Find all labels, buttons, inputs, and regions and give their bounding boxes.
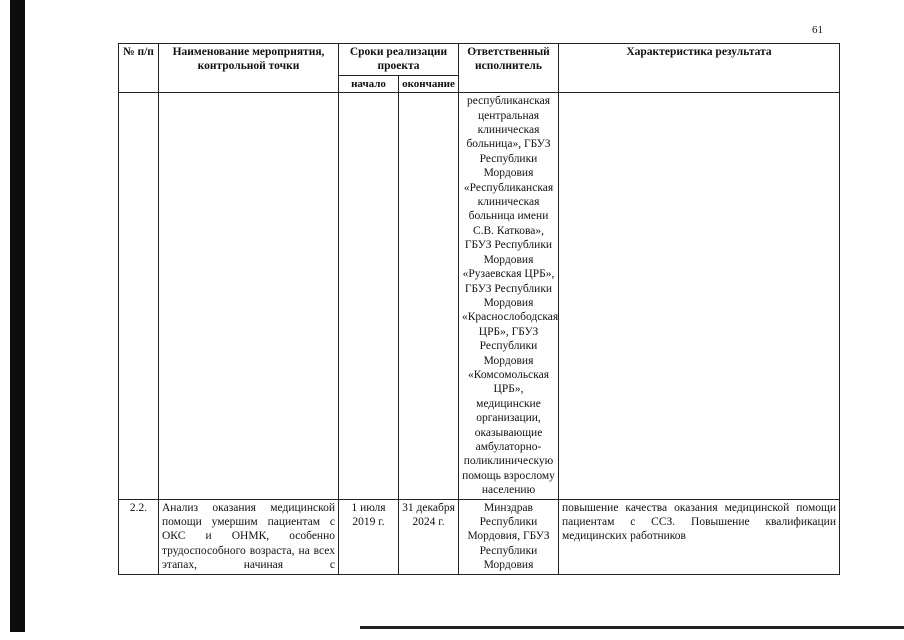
scan-shadow-bottom (360, 626, 904, 629)
header-period: Сроки реализации проекта (339, 44, 459, 76)
table-row-2-2 (119, 499, 840, 574)
cell-number (119, 93, 159, 499)
header-start: начало (339, 75, 399, 92)
header-end: окончание (399, 75, 459, 92)
cell-start: 1 июля 2019 г. (339, 499, 399, 574)
header-name: Наименование мероприятия, контрольной точки (159, 44, 339, 93)
project-activities-table (118, 43, 840, 575)
cell-result: повышение качества оказания медицинской помощи пациентам с ССЗ. Повышение квалификации медицинских работников (559, 499, 840, 574)
cell-responsible: республиканская центральная клиническая больница», ГБУЗ Республики Мордовия «Республиканская клиническая больница имени С.В. Каткова», ГБУЗ Республики Мордовия «Рузаевская ЦРБ», ГБУЗ Республики Мордовия «Краснослободская ЦРБ», ГБУЗ Республики Мордовия «Комсомольская ЦРБ», медицинские организации, оказывающие амбулаторно-поликлиническую помощь взрослому населению (459, 93, 559, 499)
cell-name: Анализ оказания медицинской помощи умершим пациентам с ОКС и ОНМК, особенно трудоспособного возраста, на всех этапах, начиная с (159, 499, 339, 574)
table-row-continued (119, 93, 840, 499)
cell-start (339, 93, 399, 499)
header-number: № п/п (119, 44, 159, 93)
header-responsible: Ответственный исполнитель (459, 44, 559, 93)
scan-shadow-left (10, 0, 25, 632)
page-number: 61 (812, 24, 823, 36)
cell-responsible: Минздрав Республики Мордовия, ГБУЗ Республики Мордовия (459, 499, 559, 574)
cell-end (399, 93, 459, 499)
cell-number: 2.2. (119, 499, 159, 574)
cell-result (559, 93, 840, 499)
cell-name (159, 93, 339, 499)
header-result: Характеристика результата (559, 44, 840, 93)
table-header-row (119, 44, 840, 76)
cell-end: 31 декабря 2024 г. (399, 499, 459, 574)
